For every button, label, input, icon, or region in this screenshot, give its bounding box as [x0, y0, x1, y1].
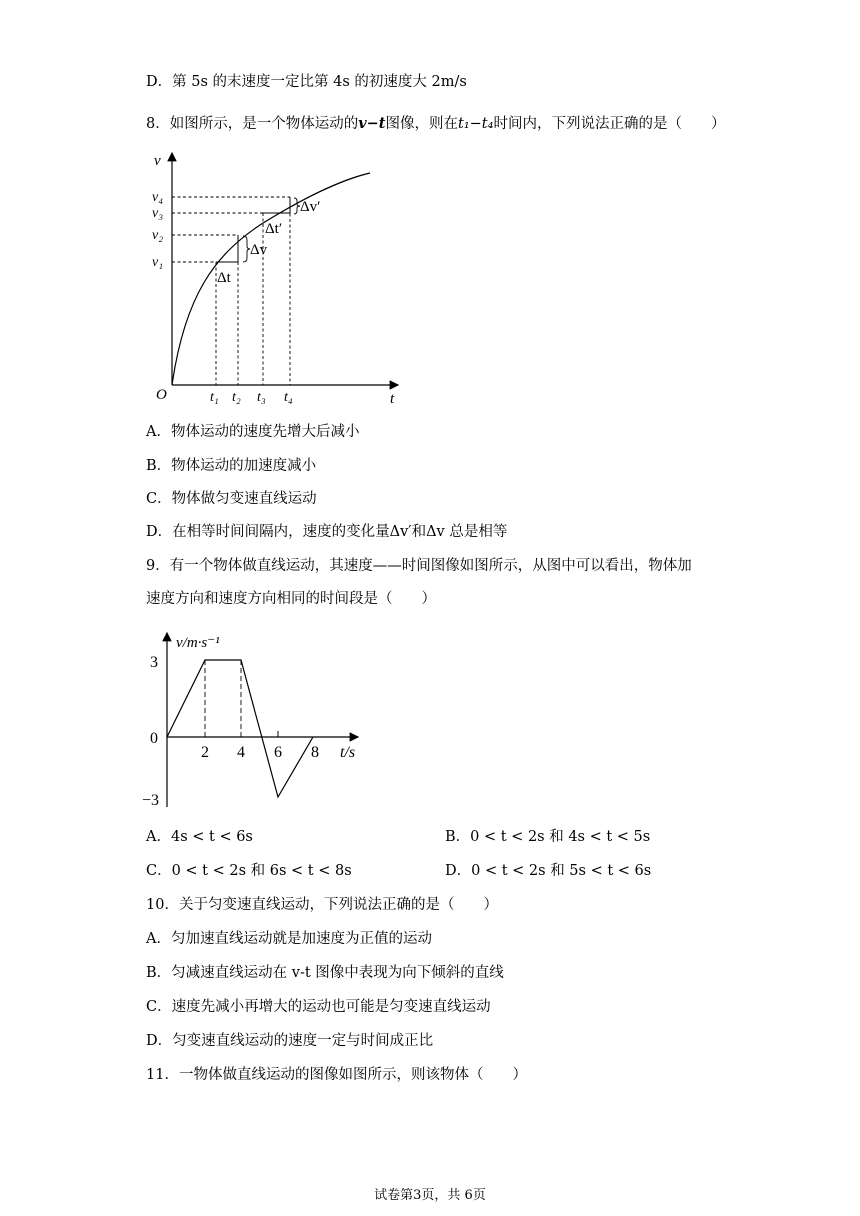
- q8-dt-label: Δt: [217, 270, 231, 286]
- q8-t1-label: t₁: [210, 390, 219, 405]
- q8-stem: [146, 114, 725, 134]
- q11-stem: 11．一物体做直线运动的图像如图所示，则该物体（ ）: [146, 1067, 527, 1083]
- q8-t2-label: t₂: [232, 390, 241, 405]
- q9-y-tick-3: 3: [150, 654, 158, 671]
- q9-x-axis-label: t/s: [340, 744, 356, 761]
- q9-option-b: B．0 < t < 2s 和 4s < t < 5s: [445, 829, 651, 845]
- q9-y-axis-label: v/m·s⁻¹: [176, 635, 220, 651]
- q9-x-tick-4: 4: [237, 744, 245, 761]
- q10-option-b: B．匀减速直线运动在 v-t 图像中表现为向下倾斜的直线: [146, 965, 504, 981]
- q9-y-tick-0: 0: [150, 730, 158, 747]
- q8-option-a: A．物体运动的速度先增大后减小: [146, 424, 360, 440]
- q9-x-tick-2: 2: [201, 744, 209, 761]
- q10-option-a: A．匀加速直线运动就是加速度为正值的运动: [146, 931, 432, 947]
- q8-option-d: D．在相等时间间隔内，速度的变化量Δv′和Δv 总是相等: [146, 524, 508, 540]
- q8-dtprime-label: Δt′: [265, 221, 283, 237]
- q9-stem-line1: 9．有一个物体做直线运动，其速度——时间图像如图所示，从图中可以看出，物体加: [146, 558, 692, 574]
- q10-option-c: C．速度先减小再增大的运动也可能是匀变速直线运动: [146, 999, 491, 1015]
- q8-t-axis-label: t: [390, 391, 395, 407]
- q9-option-d: D．0 < t < 2s 和 5s < t < 6s: [445, 863, 652, 879]
- q9-stem-line2: 速度方向和速度方向相同的时间段是（ ）: [146, 591, 436, 607]
- q8-v1-label: v₁: [152, 255, 164, 270]
- q8-t4-label: t₄: [284, 390, 293, 405]
- q9-x-tick-6: 6: [274, 744, 282, 761]
- q10-option-d: D．匀变速直线运动的速度一定与时间成正比: [146, 1033, 434, 1049]
- q8-vt-graph: [140, 145, 410, 410]
- q8-v2-label: v₂: [152, 228, 164, 243]
- q8-v4-label: v₄: [152, 190, 164, 205]
- q8-t3-label: t₃: [257, 390, 266, 405]
- q9-option-c: C．0 < t < 2s 和 6s < t < 8s: [146, 863, 352, 879]
- q8-curve: [172, 173, 370, 385]
- q8-dvprime-label: Δv′: [300, 199, 321, 215]
- q8-stem-range: t₁−t₄: [458, 116, 494, 132]
- page-footer: 试卷第3页，共 6页: [374, 1188, 486, 1203]
- q8-dv-brace: [243, 236, 250, 262]
- q8-dv-triangle: [216, 235, 238, 262]
- q8-dvprime-triangle: [263, 197, 290, 213]
- q8-origin-label: O: [156, 387, 167, 403]
- q8-stem-suffix: 时间内，下列说法正确的是（ ）: [493, 116, 726, 132]
- q8-v-axis-label: v: [154, 153, 161, 169]
- q9-option-a: A．4s < t < 6s: [146, 829, 253, 845]
- q8-v3-label: v₃: [152, 206, 164, 221]
- q8-stem-vt: v−t: [358, 115, 386, 132]
- q7-option-d: D．第 5s 的末速度一定比第 4s 的初速度大 2m/s: [146, 74, 467, 90]
- q8-dv-label: Δv: [250, 242, 268, 258]
- q9-x-tick-8: 8: [311, 744, 319, 761]
- q8-option-c: C．物体做匀变速直线运动: [146, 491, 317, 507]
- q9-velocity-line: [167, 660, 313, 797]
- q10-stem: 10．关于匀变速直线运动，下列说法正确的是（ ）: [146, 897, 498, 913]
- q9-y-tick-neg3: −3: [142, 792, 160, 809]
- q8-option-b: B．物体运动的加速度减小: [146, 458, 317, 474]
- q9-vt-graph: [140, 625, 380, 815]
- q8-stem-prefix: 8．如图所示，是一个物体运动的: [146, 116, 359, 132]
- q8-stem-mid: 图像，则在: [385, 116, 459, 132]
